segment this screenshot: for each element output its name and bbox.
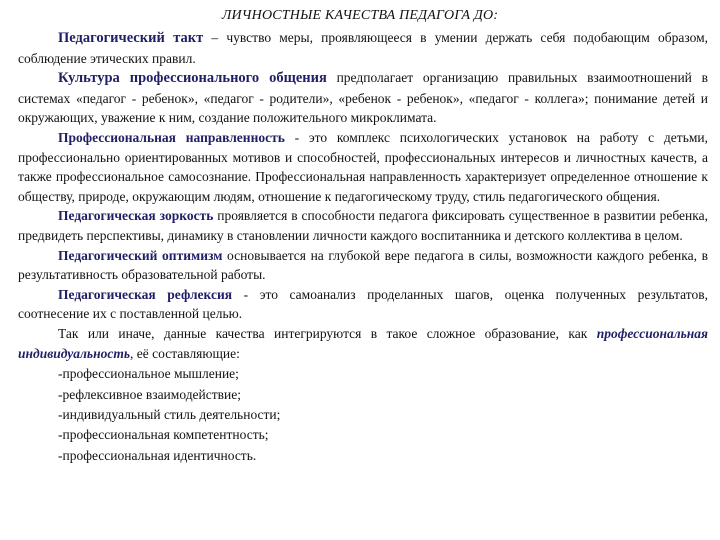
definition-vigilance: проявляется в способности педагога фиксировать существенное в развитии ребенка, предвидеть перспективы, динамику в становлении личности каждого воспитанника и детского коллектива в целом. [18, 208, 708, 243]
closing-suffix: , её составляющие: [130, 345, 240, 361]
components-list [18, 364, 708, 466]
definition-reflection: - это самоанализ проделанных шагов, оценка полученных результатов, соотнесение их с поставленной целью. [18, 286, 708, 322]
term-orientation: Профессиональная направленность [58, 129, 285, 145]
term-communication: Культура профессионального общения [58, 70, 327, 87]
paragraph-orientation [18, 128, 708, 206]
term-individuality: профессиональная индивидуальность [18, 325, 708, 361]
page-title: ЛИЧНОСТНЫЕ КАЧЕСТВА ПЕДАГОГА ДО: [221, 8, 499, 23]
list-item: -профессиональная идентичность. [58, 447, 257, 463]
paragraph-communication [18, 68, 708, 128]
term-optimism: Педагогический оптимизм [58, 247, 223, 263]
definition-optimism: основывается на глубокой вере педагога в силы, возможности каждого ребенка, в результативность образовательной работы. [18, 247, 708, 283]
list-item: -индивидуальный стиль деятельности; [58, 406, 281, 422]
list-item: -профессиональное мышление; [58, 366, 239, 382]
document-body [18, 28, 708, 466]
paragraph-vigilance [18, 206, 708, 245]
definition-orientation: - это комплекс психологических установок на работу с детьми, профессионально ориентированных мотивов и способностей, профессиональных интересов и личностных качеств, а также профессиональное самосознание. Профессиональная направленность характеризует определенное отношение к обществу, природе, окружающим людям, отношение к педагогическому труду, стиль педагогического общения. [18, 129, 708, 204]
term-vigilance: Педагогическая зоркость [58, 208, 214, 224]
paragraph-reflection [18, 285, 708, 324]
list-item: -рефлексивное взаимодействие; [58, 386, 242, 402]
term-reflection: Педагогическая рефлексия [58, 286, 233, 302]
list-item: -профессиональная компетентность; [58, 427, 269, 443]
paragraph-optimism [18, 246, 708, 285]
paragraph-closing [18, 324, 708, 363]
definition-tact: – чувство меры, проявляющееся в умении держать себя подобающим образом, соблюдение этических правил. [18, 30, 708, 66]
closing-intro: Так или иначе, данные качества интегрируются в такое сложное образование, как [58, 325, 597, 341]
definition-communication: предполагает организацию правильных взаимоотношений в системах «педагог - ребенок», «педагог - родители», «ребенок - ребенок», «педагог - коллега»; понимание детей и окружающих, уважение к ним, создание положительного микроклимата. [18, 70, 708, 126]
paragraph-tact [18, 28, 708, 68]
term-tact: Педагогический такт [58, 30, 204, 46]
